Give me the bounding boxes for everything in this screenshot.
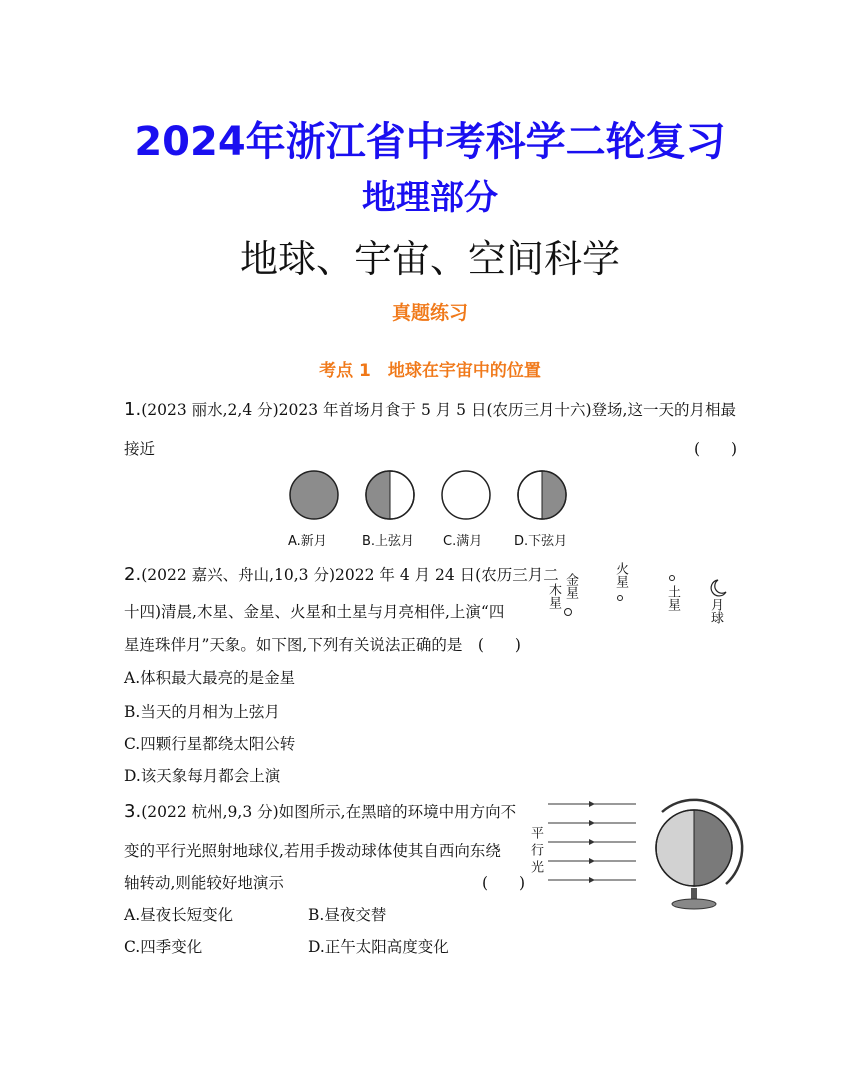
moon-last-quarter-icon [518, 471, 566, 519]
saturn-dot-icon [670, 576, 675, 581]
q3-answer-paren: ( ) [482, 874, 526, 892]
q1-option-a: A.新月 [288, 534, 327, 549]
main-title-line2: 地理部分 [362, 178, 498, 218]
q1-option-b: B.上弦月 [362, 534, 415, 549]
q1-option-d: D.下弦月 [514, 534, 568, 549]
parallel-light-icon [548, 796, 638, 888]
parallel-light-label: 平行光 [528, 826, 543, 877]
q3-option-a: A.昼夜长短变化 [124, 906, 234, 924]
section-heading: 真题练习 [391, 302, 468, 324]
moon-first-quarter-icon [366, 471, 414, 519]
q2-option-d: D.该天象每月都会上演 [124, 767, 281, 785]
jupiter-label: 木星 [546, 583, 561, 609]
q2-text-1: (2022 嘉兴、舟山,10,3 分)2022 年 4 月 24 日(农历三月二 [141, 566, 559, 584]
mars-label: 火星 [613, 562, 628, 588]
q3-option-d: D.正午太阳高度变化 [308, 938, 449, 956]
q3-text-1: (2022 杭州,9,3 分)如图所示,在黑暗的环境中用方向不 [141, 803, 517, 821]
q3-text-2: 变的平行光照射地球仪,若用手拨动球体使其自西向东绕 [124, 842, 501, 860]
topic-heading: 考点 1 地球在宇宙中的位置 [319, 361, 541, 381]
moon-full-icon [442, 471, 490, 519]
q2-text-3: 星连珠伴月”天象。如下图,下列有关说法正确的是 ( ) [124, 636, 521, 654]
q1-number: 1. [124, 399, 142, 420]
moon-label: 月球 [708, 598, 723, 624]
moon-new-icon [290, 471, 338, 519]
main-title: 2024年浙江省中考科学二轮复习 [134, 119, 726, 165]
page-subtitle: 地球、宇宙、空间科学 [239, 237, 620, 281]
q3-option-c: C.四季变化 [124, 938, 203, 956]
globe-icon [648, 796, 748, 916]
q3-line1 [124, 802, 516, 822]
q1-text-1: (2023 丽水,2,4 分)2023 年首场月食于 5 月 5 日(农历三月十六)登场,这一天的月相最 [141, 401, 736, 419]
q1-line1 [124, 400, 736, 420]
saturn-label: 土星 [665, 585, 680, 611]
q2-option-b: B.当天的月相为上弦月 [124, 703, 280, 721]
crescent-moon-icon [711, 580, 726, 596]
q1-text-2: 接近 [124, 440, 156, 458]
planet-alignment-figure [540, 560, 740, 630]
mars-dot-icon [618, 596, 623, 601]
q2-text-2: 十四)清晨,木星、金星、火星和土星与月亮相伴,上演“四 [124, 603, 505, 621]
q1-answer-paren: ( ) [694, 440, 738, 458]
q2-line1 [124, 565, 559, 585]
q1-option-c: C.满月 [443, 534, 483, 549]
q2-number: 2. [124, 564, 142, 585]
venus-dot-icon [565, 609, 572, 616]
q2-option-c: C.四颗行星都绕太阳公转 [124, 735, 296, 753]
q3-number: 3. [124, 801, 142, 822]
venus-label: 金星 [563, 573, 578, 599]
q3-option-b: B.昼夜交替 [308, 906, 387, 924]
q3-text-3: 轴转动,则能较好地演示 [124, 874, 284, 892]
q2-option-a: A.体积最大最亮的是金星 [124, 669, 296, 687]
